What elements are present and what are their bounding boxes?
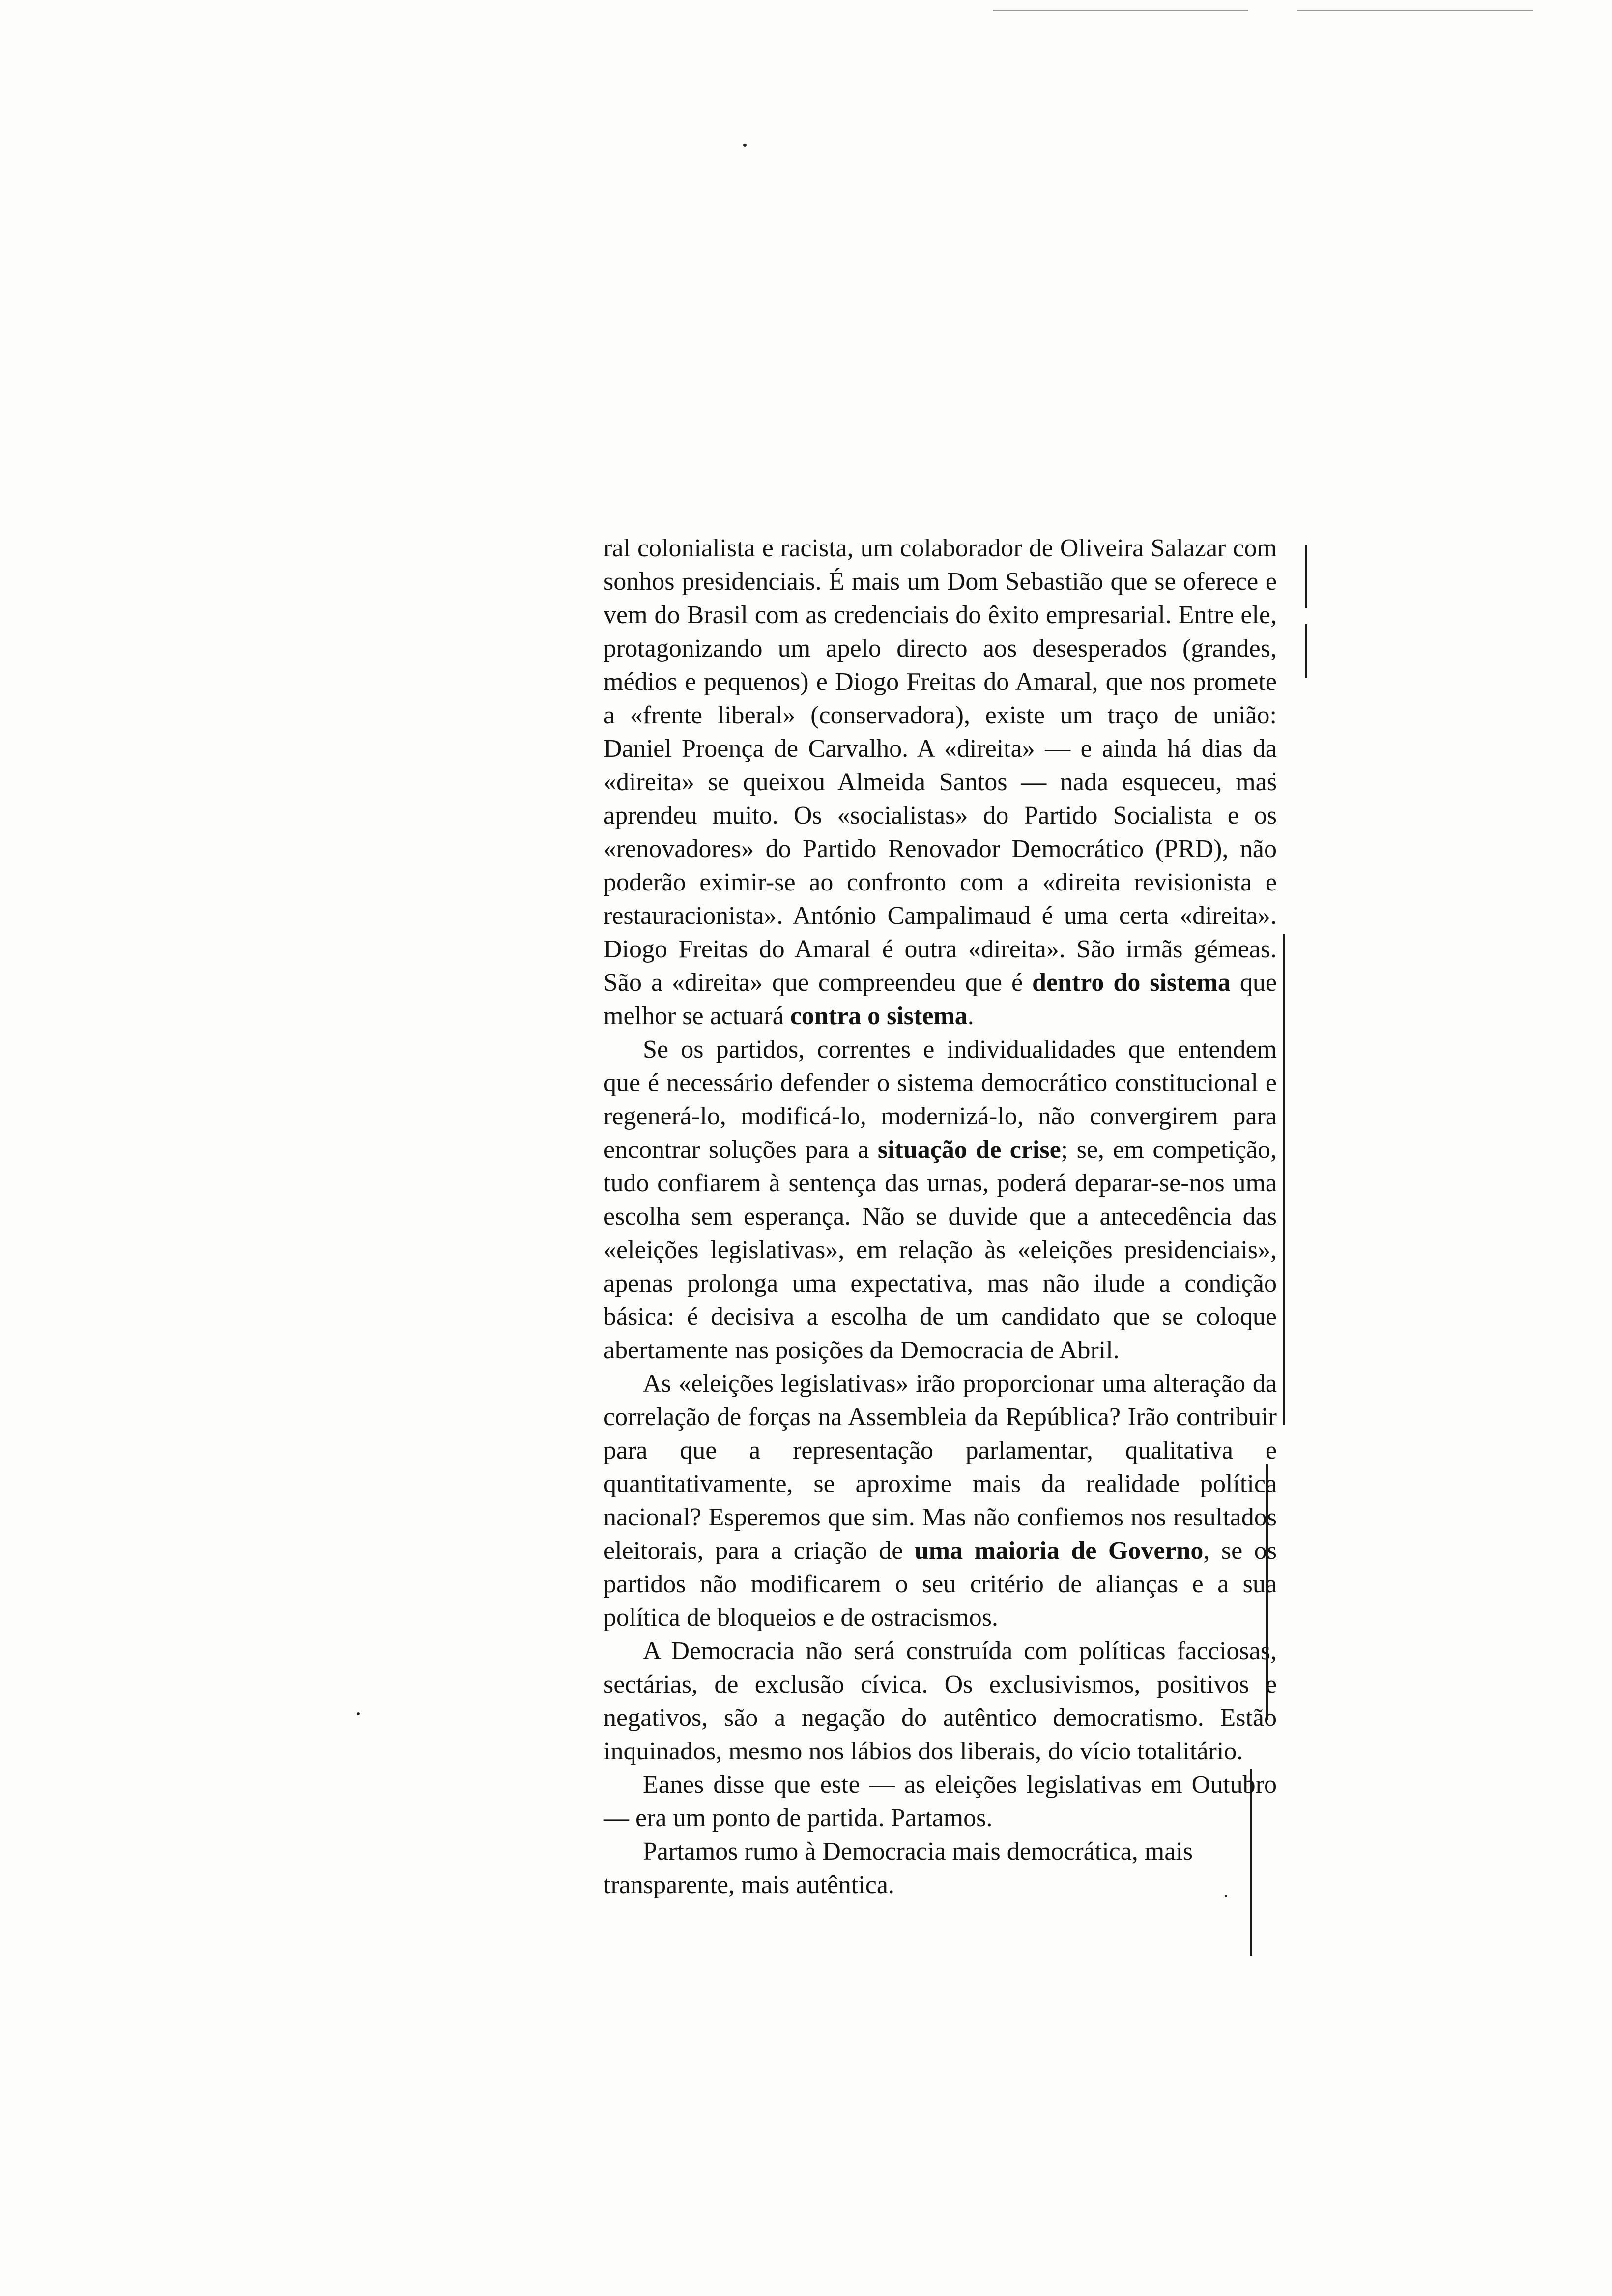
paragraph-text: que melhor se actuará <box>604 969 1277 1030</box>
article-paragraph <box>604 1033 1277 1367</box>
emphasis-text: uma maioria de Governo <box>914 1537 1204 1565</box>
emphasis-text: dentro do sistema <box>1032 969 1231 997</box>
emphasis-text: situação de crise <box>877 1136 1061 1164</box>
paragraph-text: . <box>967 1002 974 1030</box>
scan-speck <box>357 1712 360 1715</box>
clipping-edge-mark <box>1305 624 1307 678</box>
paragraph-text: , se os partidos não modificarem o seu critério de alianças e a sua política de bloqueios e de ostracismos. <box>604 1537 1277 1632</box>
article-paragraph: Partamos rumo à Democracia mais democrática, mais transparente, mais autêntica. <box>604 1837 1193 1899</box>
paragraph-text: Se os partidos, correntes e individualidades que entendem que é necessário defender o sistema democrático constitucional e regenerá-lo, modificá-lo, modernizá-lo, não convergirem para encontrar soluções para a <box>604 1035 1277 1164</box>
article-paragraph: Eanes disse que este — as eleições legislativas em Outubro — era um ponto de partida. Partamos. <box>604 1771 1277 1832</box>
clipping-edge-mark <box>1305 545 1307 608</box>
emphasis-text: contra o sistema <box>790 1002 968 1030</box>
article-paragraph <box>604 1367 1277 1635</box>
article-paragraph: A Democracia não será construída com políticas facciosas, sectárias, de exclusão cívica. Os exclusivismos, positivos e negativos, são a negação do autêntico democratismo. Estão inquinados, mesmo nos lábios dos liberais, do vício totalitário. <box>604 1637 1277 1765</box>
clipping-edge-mark <box>1283 934 1285 1425</box>
paragraph-text: As «eleições legislativas» irão proporcionar uma alteração da correlação de forças na Assembleia da República? Irão contribuir para que a representação parlamentar, qualitativa e quantitativamente, se aproxime mais da realidade política nacional? Esperemos que sim. Mas não confiemos nos resultados eleitorais, para a criação de <box>604 1370 1277 1565</box>
paragraph-text: ; se, em competição, tudo confiarem à sentença das urnas, poderá deparar-se-nos uma escolha sem esperança. Não se duvide que a antecedência das «eleições legislativas», em relação às «eleições presidenciais», apenas prolonga uma expectativa, mas não ilude a condição básica: é decisiva a escolha de um candidato que se coloque abertamente nas posições da Democracia de Abril. <box>604 1136 1277 1364</box>
scan-speck <box>743 144 747 147</box>
article-paragraph <box>604 532 1277 1033</box>
article-column <box>604 532 1277 1902</box>
paragraph-text: ral colonialista e racista, um colaborador de Oliveira Salazar com sonhos presidenciais. É mais um Dom Sebastião que se oferece e vem do Brasil com as credenciais do êxito empresarial. Entre ele, protagonizando um apelo directo aos desesperados (grandes, médios e pequenos) e Diogo Freitas do Amaral, que nos promete a «frente liberal» (conservadora), existe um traço de união: Daniel Proença de Carvalho. A «direita» — e ainda há dias da «direita» se queixou Almeida Santos — nada esqueceu, mas aprendeu muito. Os «socialistas» do Partido Socialista e os «renovadores» do Partido Renovador Democrático (PRD), não poderão eximir-se ao confronto com a «direita revisionista e restauracionista». António Campalimaud é uma certa «direita». Diogo Freitas do Amaral é outra «direita». São irmãs gémeas. São a «direita» que compreendeu que é <box>604 534 1277 997</box>
scan-artifact-line <box>1297 10 1533 11</box>
scan-artifact-line <box>993 10 1248 11</box>
